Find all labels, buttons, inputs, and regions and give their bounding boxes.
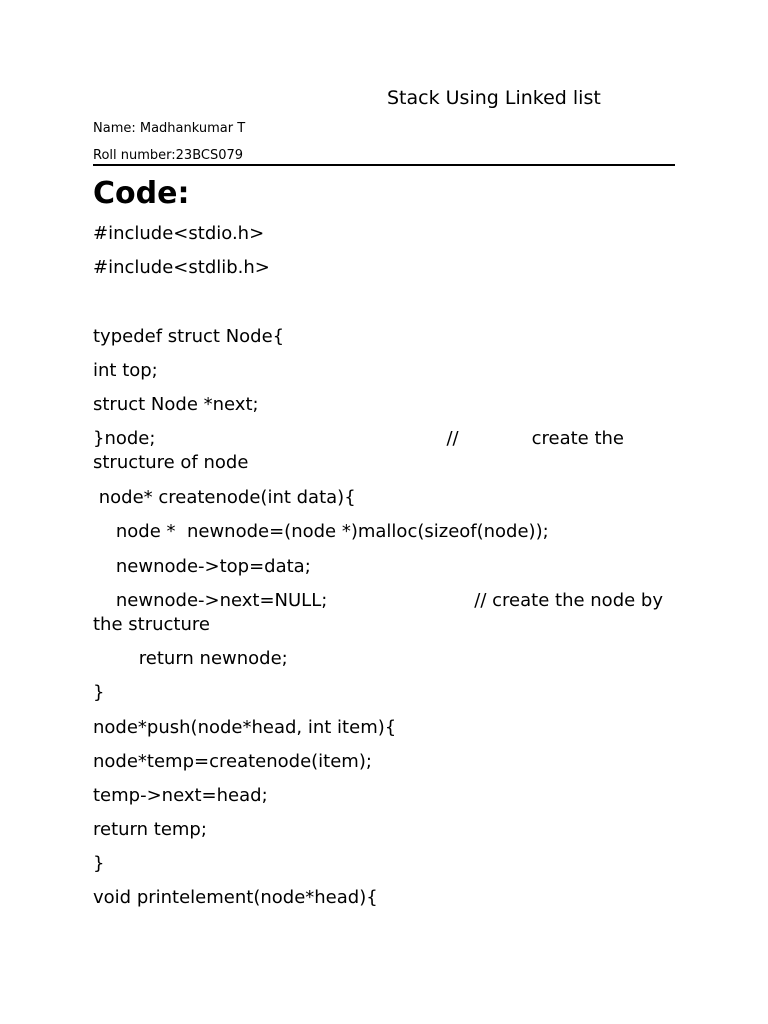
- code-line-row: [93, 589, 663, 613]
- code-comment-text: // create the node by: [474, 590, 663, 611]
- code-comment-text: create the: [531, 428, 624, 449]
- code-line: newnode->top=data;: [93, 556, 311, 577]
- code-line: node* createnode(int data){: [93, 487, 356, 508]
- code-line: struct Node *next;: [93, 394, 259, 415]
- author-name: Name: Madhankumar T: [93, 121, 246, 136]
- code-line-row: [93, 427, 624, 451]
- page-title: Stack Using Linked list: [387, 87, 601, 109]
- code-line: node*push(node*head, int item){: [93, 717, 397, 738]
- code-text: newnode->next=NULL;: [93, 590, 328, 611]
- roll-number: Roll number:23BCS079: [93, 148, 244, 163]
- code-line: return newnode;: [93, 648, 288, 669]
- code-line: int top;: [93, 360, 158, 381]
- code-comment-continuation: the structure: [93, 614, 210, 635]
- code-line-with-comment: [93, 589, 663, 637]
- code-line-wrap: [93, 451, 624, 475]
- code-line: node * newnode=(node *)malloc(sizeof(node));: [93, 521, 549, 542]
- code-line: temp->next=head;: [93, 785, 268, 806]
- code-comment-continuation: structure of node: [93, 452, 249, 473]
- code-line: void printelement(node*head){: [93, 887, 378, 908]
- code-line: #include<stdlib.h>: [93, 257, 270, 278]
- code-comment-slashes: //: [446, 428, 459, 449]
- code-line: typedef struct Node{: [93, 326, 285, 347]
- code-line: return temp;: [93, 819, 207, 840]
- code-line-with-comment: [93, 427, 624, 475]
- code-line: #include<stdio.h>: [93, 223, 265, 244]
- code-line: }: [93, 682, 105, 703]
- code-line-wrap: [93, 613, 663, 637]
- section-heading: Code:: [93, 176, 190, 211]
- header-divider: [93, 164, 675, 166]
- code-line: node*temp=createnode(item);: [93, 751, 372, 772]
- code-text: }node;: [93, 428, 156, 449]
- code-line: }: [93, 853, 105, 874]
